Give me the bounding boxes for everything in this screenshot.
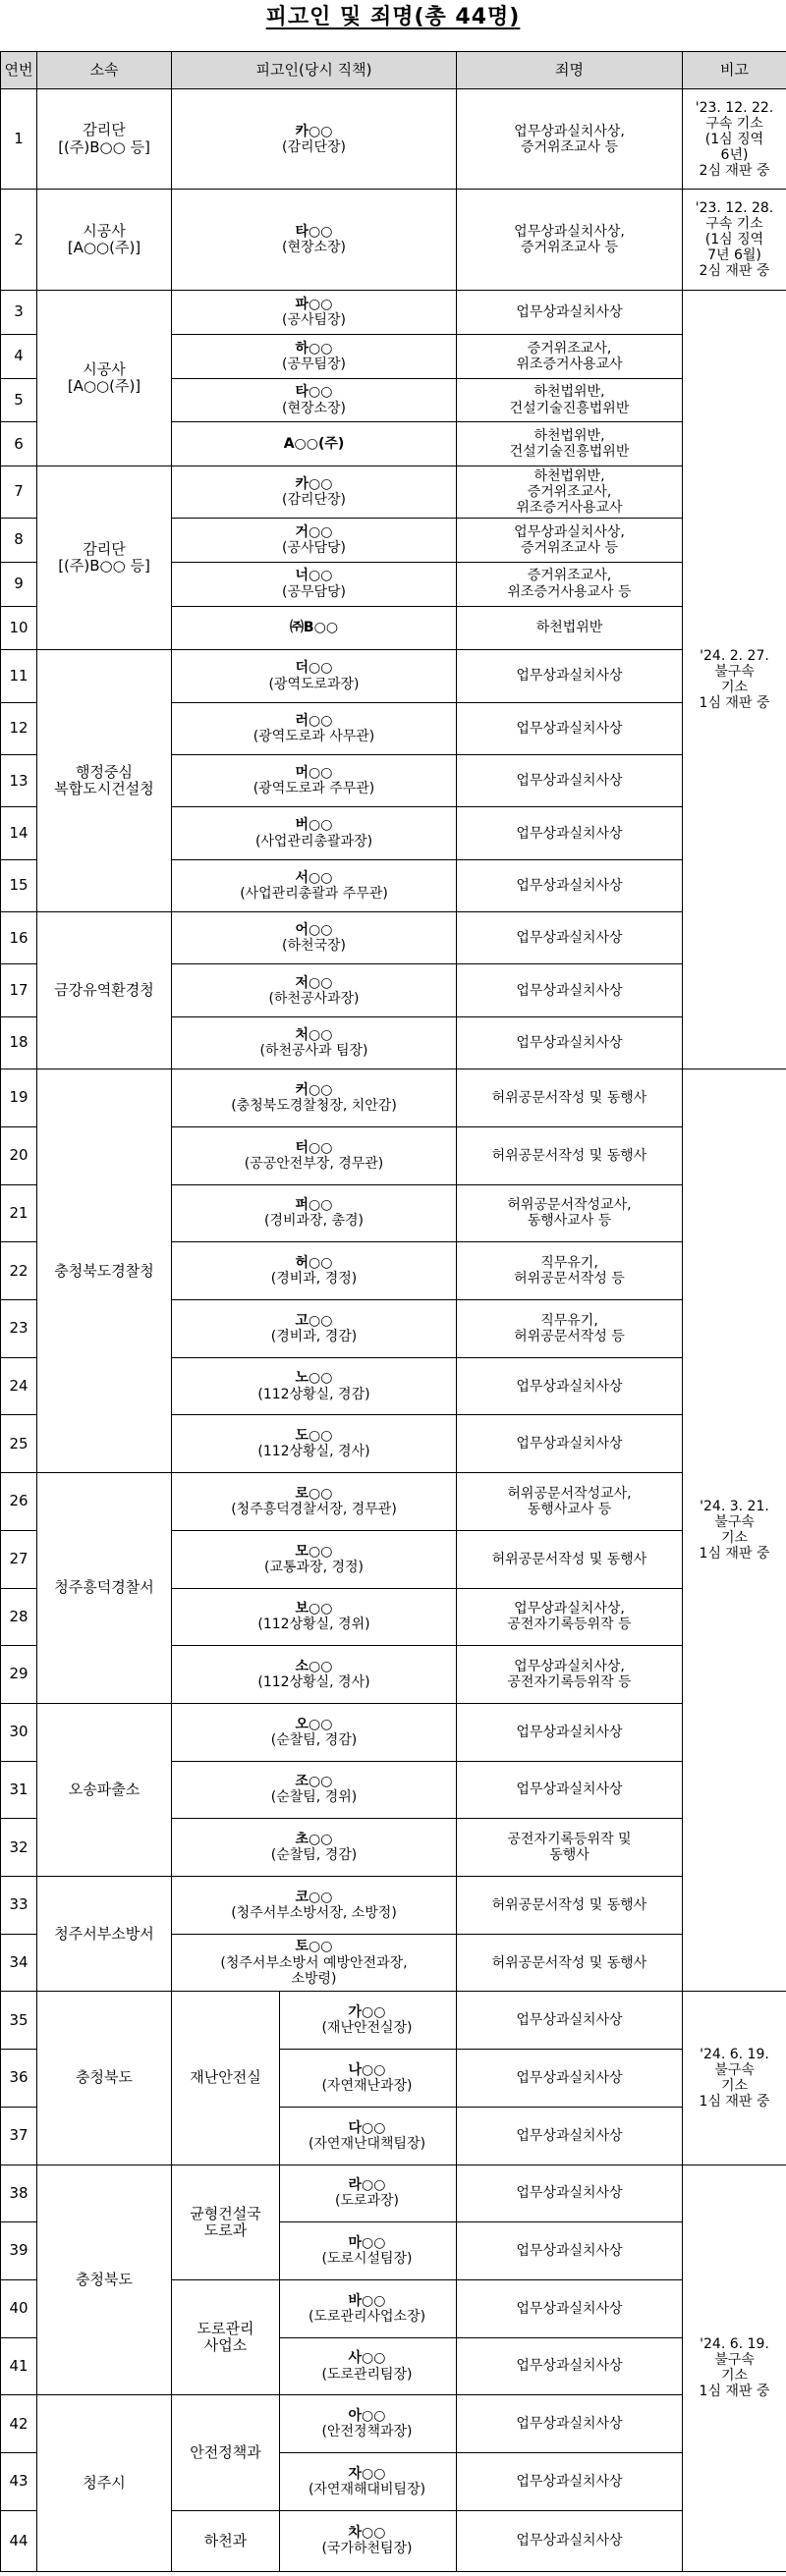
table-row [1, 912, 786, 964]
defendant-name: 나○○ [348, 2061, 386, 2078]
defendant-name: 퍼○○ [295, 1197, 333, 1214]
table-row [1, 1069, 786, 1127]
defendant-name: 코○○ [295, 1889, 333, 1905]
defendant-cell [172, 1877, 457, 1935]
note-cell: '24. 2. 27. 불구속 기소 1심 재판 중 [683, 290, 786, 1069]
row-number: 17 [1, 964, 37, 1016]
row-number: 3 [1, 290, 37, 334]
defendant-position: (도로과장) [334, 2193, 400, 2210]
defendant-cell [172, 1530, 457, 1588]
table-row [1, 89, 786, 190]
defendant-name: 파○○ [295, 296, 333, 312]
defendant-position: (도로관리사업소장) [308, 2308, 426, 2325]
defendant-cell [172, 190, 457, 290]
row-number: 28 [1, 1588, 37, 1646]
defendant-position: (하천공사과 팀장) [259, 1043, 368, 1060]
defendant-name: 머○○ [295, 765, 333, 782]
defendant-position: (감리단장) [281, 138, 347, 155]
defendant-position: (재난안전실장) [321, 2020, 413, 2037]
crime-cell: 증거위조교사, 위조증거사용교사 등 [457, 562, 683, 606]
row-number: 22 [1, 1242, 37, 1300]
crime-cell: 공전자기록등위작 및 동행사 [457, 1819, 683, 1877]
crime-cell: 업무상과실치사상 [457, 2279, 683, 2337]
row-number: 30 [1, 1703, 37, 1761]
row-number: 5 [1, 378, 37, 422]
defendant-cell [172, 562, 457, 606]
defendant-position: (경비과장, 총경) [264, 1213, 364, 1230]
suborg-cell: 도로관리 사업소 [172, 2279, 280, 2394]
crime-cell: 업무상과실치사상 [457, 290, 683, 334]
row-number: 40 [1, 2279, 37, 2337]
crime-cell: 업무상과실치사상 [457, 2395, 683, 2453]
defendant-position: (공사팀장) [281, 311, 347, 328]
crime-cell: 업무상과실치사상 [457, 2222, 683, 2280]
defendant-name: 커○○ [295, 1081, 333, 1098]
crime-cell: 업무상과실치사상, 증거위조교사 등 [457, 89, 683, 190]
defendant-cell [172, 89, 457, 190]
row-number: 18 [1, 1016, 37, 1069]
defendant-name: 로○○ [295, 1485, 333, 1502]
row-number: 19 [1, 1069, 37, 1127]
defendant-cell [172, 1473, 457, 1531]
defendant-cell [172, 378, 457, 422]
crime-cell: 증거위조교사, 위조증거사용교사 [457, 334, 683, 378]
defendant-position: (공공안전부장, 경무관) [244, 1155, 384, 1172]
defendant-name: 너○○ [295, 568, 333, 584]
defendant-position: (사업관리총괄과 주무관) [240, 885, 388, 902]
row-number: 44 [1, 2510, 37, 2571]
crime-cell: 허위공문서작성 및 동행사 [457, 1934, 683, 1992]
org-cell: 행정중심 복합도시건설청 [37, 650, 172, 912]
defendant-name: 러○○ [295, 712, 333, 729]
row-number: 25 [1, 1415, 37, 1473]
defendant-name: A○○(주) [283, 436, 345, 453]
table-row [1, 290, 786, 334]
defendant-name: 어○○ [295, 922, 333, 939]
crime-cell: 업무상과실치사상 [457, 2050, 683, 2108]
crime-cell: 하천법위반, 증거위조교사, 위조증거사용교사 [457, 466, 683, 519]
defendant-cell [172, 1646, 457, 1704]
crime-cell: 업무상과실치사상 [457, 1016, 683, 1069]
crime-cell: 허위공문서작성교사, 동행사교사 등 [457, 1184, 683, 1242]
crime-cell: 업무상과실치사상, 증거위조교사 등 [457, 190, 683, 290]
defendant-position: (청주서부소방서장, 소방정) [231, 1904, 397, 1921]
crime-cell: 직무유기, 허위공문서작성 등 [457, 1300, 683, 1358]
crime-cell: 허위공문서작성 및 동행사 [457, 1530, 683, 1588]
row-number: 43 [1, 2453, 37, 2511]
row-number: 7 [1, 466, 37, 519]
defendant-cell [172, 466, 457, 519]
row-number: 11 [1, 650, 37, 702]
crime-cell: 업무상과실치사상 [457, 755, 683, 807]
row-number: 27 [1, 1530, 37, 1588]
row-number: 2 [1, 190, 37, 290]
page-title: 피고인 및 죄명(총 44명) [265, 5, 521, 29]
crime-cell: 업무상과실치사상 [457, 1703, 683, 1761]
suborg-cell: 재난안전실 [172, 1992, 280, 2165]
crime-cell: 하천법위반, 건설기술진흥법위반 [457, 422, 683, 466]
crime-cell: 업무상과실치사상 [457, 964, 683, 1016]
crime-cell: 업무상과실치사상 [457, 1761, 683, 1819]
defendant-position: (광역도로과장) [268, 676, 360, 692]
row-number: 31 [1, 1761, 37, 1819]
defendant-name: 카○○ [295, 123, 333, 139]
table-row [1, 1703, 786, 1761]
defendant-name: 타○○ [295, 224, 333, 241]
defendant-position: (경비과, 경감) [270, 1328, 358, 1344]
defendant-position: (광역도로과 사무관) [253, 728, 375, 744]
row-number: 14 [1, 807, 37, 859]
defendant-cell [280, 2395, 457, 2453]
defendant-position: (교통과장, 경정) [264, 1559, 364, 1575]
table-row [1, 1877, 786, 1935]
row-number: 13 [1, 755, 37, 807]
defendant-cell [172, 1069, 457, 1127]
note-cell: '23. 12. 22. 구속 기소 (1심 징역 6년) 2심 재판 중 [683, 89, 786, 190]
defendant-cell [172, 755, 457, 807]
crime-cell: 업무상과실치사상 [457, 2165, 683, 2222]
defendant-name: 마○○ [348, 2235, 386, 2252]
defendant-cell [172, 1703, 457, 1761]
defendant-cell [172, 1588, 457, 1646]
row-number: 35 [1, 1992, 37, 2050]
crime-cell: 업무상과실치사상 [457, 1415, 683, 1473]
defendant-name: 아○○ [348, 2408, 386, 2425]
crime-cell: 업무상과실치사상, 공전자기록등위작 등 [457, 1588, 683, 1646]
row-number: 9 [1, 562, 37, 606]
row-number: 37 [1, 2107, 37, 2165]
defendant-name: 서○○ [295, 869, 333, 886]
defendant-position: (현장소장) [281, 400, 347, 416]
row-number: 20 [1, 1126, 37, 1184]
crime-cell: 직무유기, 허위공문서작성 등 [457, 1242, 683, 1300]
defendant-name: 노○○ [295, 1370, 333, 1387]
defendant-cell [172, 1242, 457, 1300]
defendant-position: (안전정책과장) [321, 2424, 413, 2440]
defendant-name: 바○○ [348, 2292, 386, 2309]
crime-cell: 업무상과실치사상 [457, 807, 683, 859]
crime-cell: 허위공문서작성 및 동행사 [457, 1069, 683, 1127]
crime-cell: 업무상과실치사상 [457, 912, 683, 964]
defendant-position: (현장소장) [281, 240, 347, 256]
crime-cell: 업무상과실치사상 [457, 1357, 683, 1415]
defendant-name: 조○○ [295, 1774, 333, 1790]
header-note: 비고 [683, 52, 786, 89]
defendant-name: 저○○ [295, 974, 333, 991]
row-number: 41 [1, 2337, 37, 2395]
suborg-cell: 균형건설국 도로과 [172, 2165, 280, 2279]
note-cell: '24. 6. 19. 불구속 기소 1심 재판 중 [683, 1992, 786, 2165]
defendant-cell [172, 334, 457, 378]
defendant-cell [172, 1016, 457, 1069]
crime-cell: 허위공문서작성교사, 동행사교사 등 [457, 1473, 683, 1531]
defendant-position: (국가하천팀장) [321, 2541, 413, 2557]
defendant-position: (자연재해대비팀장) [308, 2481, 426, 2497]
defendant-cell [280, 2050, 457, 2108]
defendant-position: (공무팀장) [281, 356, 347, 372]
defendant-name: 다○○ [348, 2119, 386, 2136]
defendant-position: (감리단장) [281, 492, 347, 509]
table-row [1, 1992, 786, 2050]
crime-cell: 업무상과실치사상, 공전자기록등위작 등 [457, 1646, 683, 1704]
row-number: 4 [1, 334, 37, 378]
defendant-cell [172, 650, 457, 702]
row-number: 34 [1, 1934, 37, 1992]
row-number: 1 [1, 89, 37, 190]
row-number: 33 [1, 1877, 37, 1935]
crime-cell: 업무상과실치사상 [457, 2453, 683, 2511]
crime-cell: 업무상과실치사상 [457, 702, 683, 754]
defendant-name: 자○○ [348, 2465, 386, 2482]
org-cell: 청주흥덕경찰서 [37, 1473, 172, 1704]
defendant-position: (청주서부소방서 예방안전과장, 소방령) [220, 1954, 408, 1987]
defendant-cell [172, 606, 457, 650]
note-cell: '24. 6. 19. 불구속 기소 1심 재판 중 [683, 2165, 786, 2571]
defendant-position: (도로관리팀장) [321, 2366, 413, 2383]
defendant-cell [172, 1126, 457, 1184]
defendant-position: (하천국장) [281, 938, 347, 955]
crime-cell: 업무상과실치사상 [457, 650, 683, 702]
header-defendant: 피고인(당시 직책) [172, 52, 457, 89]
defendant-name: ㈜B○○ [289, 620, 339, 636]
row-number: 12 [1, 702, 37, 754]
defendant-cell [280, 2107, 457, 2165]
defendant-position: (공사담당) [281, 539, 347, 556]
row-number: 24 [1, 1357, 37, 1415]
defendant-name: 오○○ [295, 1716, 333, 1732]
defendant-position: (112상황실, 경위) [257, 1617, 370, 1633]
defendant-cell [172, 290, 457, 334]
defendant-name: 라○○ [348, 2177, 386, 2194]
defendant-name: 사○○ [348, 2350, 386, 2367]
table-row [1, 1473, 786, 1531]
org-cell: 오송파출소 [37, 1703, 172, 1876]
defendant-cell [280, 2165, 457, 2222]
defendant-name: 터○○ [295, 1139, 333, 1156]
defendant-position: (충청북도경찰청장, 치안감) [231, 1098, 397, 1115]
org-cell: 충청북도경찰청 [37, 1069, 172, 1473]
defendant-cell [172, 1934, 457, 1992]
defendant-cell [280, 2510, 457, 2571]
row-number: 21 [1, 1184, 37, 1242]
defendant-name: 거○○ [295, 523, 333, 540]
row-number: 6 [1, 422, 37, 466]
org-cell: 청주시 [37, 2395, 172, 2572]
defendant-name: 고○○ [295, 1312, 333, 1329]
defendant-cell [172, 964, 457, 1016]
org-cell: 청주서부소방서 [37, 1877, 172, 1992]
org-cell: 시공사 [A○○(주)] [37, 290, 172, 466]
defendant-name: 토○○ [295, 1939, 333, 1955]
defendant-cell [280, 2453, 457, 2511]
defendant-name: 가○○ [348, 2004, 386, 2021]
crime-cell: 업무상과실치사상 [457, 2337, 683, 2395]
crime-cell: 업무상과실치사상, 증거위조교사 등 [457, 518, 683, 562]
row-number: 23 [1, 1300, 37, 1358]
org-cell: 감리단 [(주)B○○ 등] [37, 89, 172, 190]
crime-cell: 업무상과실치사상 [457, 1992, 683, 2050]
defendant-cell [172, 1300, 457, 1358]
table-row [1, 466, 786, 519]
crime-cell: 업무상과실치사상 [457, 2510, 683, 2571]
defendant-position: (112상황실, 경사) [257, 1674, 370, 1691]
suborg-cell: 안전정책과 [172, 2395, 280, 2510]
row-number: 10 [1, 606, 37, 650]
defendant-cell [280, 2337, 457, 2395]
defendant-name: 카○○ [295, 475, 333, 492]
defendant-cell [172, 422, 457, 466]
defendant-cell [172, 1819, 457, 1877]
defendant-cell [172, 1415, 457, 1473]
crime-cell: 하천법위반 [457, 606, 683, 650]
defendant-name: 초○○ [295, 1832, 333, 1848]
defendant-cell [280, 2222, 457, 2280]
crime-cell: 업무상과실치사상 [457, 2107, 683, 2165]
defendant-position: (자연재난과장) [321, 2078, 413, 2094]
org-cell: 금강유역환경청 [37, 912, 172, 1069]
defendant-name: 허○○ [295, 1255, 333, 1272]
defendant-name: 처○○ [295, 1026, 333, 1043]
defendant-position: (112상황실, 경감) [257, 1386, 370, 1402]
row-number: 38 [1, 2165, 37, 2222]
defendant-cell [280, 2279, 457, 2337]
defendant-name: 타○○ [295, 384, 333, 401]
defendant-name: 소○○ [295, 1658, 333, 1674]
row-number: 8 [1, 518, 37, 562]
defendant-name: 더○○ [295, 660, 333, 677]
defendant-position: (순찰팀, 경감) [270, 1731, 358, 1748]
crime-cell: 허위공문서작성 및 동행사 [457, 1126, 683, 1184]
defendant-name: 도○○ [295, 1428, 333, 1445]
header-org: 소속 [37, 52, 172, 89]
defendant-cell [172, 1761, 457, 1819]
defendant-cell [280, 1992, 457, 2050]
table-row [1, 190, 786, 290]
defendant-position: (도로시설팀장) [321, 2251, 413, 2268]
defendant-name: 차○○ [348, 2525, 386, 2542]
row-number: 32 [1, 1819, 37, 1877]
org-cell: 감리단 [(주)B○○ 등] [37, 466, 172, 650]
table-row [1, 2165, 786, 2222]
row-number: 16 [1, 912, 37, 964]
table-row [1, 650, 786, 702]
crime-cell: 하천법위반, 건설기술진흥법위반 [457, 378, 683, 422]
defendant-position: (청주흥덕경찰서장, 경무관) [231, 1501, 397, 1517]
defendant-cell [172, 807, 457, 859]
defendant-name: 보○○ [295, 1601, 333, 1617]
defendant-cell [172, 1184, 457, 1242]
table-header-row [1, 52, 786, 89]
row-number: 36 [1, 2050, 37, 2108]
defendant-cell [172, 702, 457, 754]
org-cell: 시공사 [A○○(주)] [37, 190, 172, 290]
row-number: 29 [1, 1646, 37, 1704]
defendant-name: 버○○ [295, 817, 333, 834]
org-cell: 충청북도 [37, 2165, 172, 2395]
row-number: 15 [1, 859, 37, 911]
defendant-name: 하○○ [295, 340, 333, 356]
defendant-position: (순찰팀, 경감) [270, 1847, 358, 1864]
defendant-position: (광역도로과 주무관) [253, 781, 375, 797]
crime-cell: 업무상과실치사상 [457, 859, 683, 911]
defendant-cell [172, 1357, 457, 1415]
defendant-position: (순찰팀, 경위) [270, 1789, 358, 1806]
defendant-name: 모○○ [295, 1543, 333, 1560]
crime-cell: 허위공문서작성 및 동행사 [457, 1877, 683, 1935]
row-number: 26 [1, 1473, 37, 1531]
defendant-position: (하천공사과장) [268, 990, 360, 1007]
header-no: 연번 [1, 52, 37, 89]
note-cell: '23. 12. 28. 구속 기소 (1심 징역 7년 6월) 2심 재판 중 [683, 190, 786, 290]
defendant-position: (112상황실, 경사) [257, 1444, 370, 1460]
defendants-table [0, 51, 786, 2572]
defendant-cell [172, 518, 457, 562]
row-number: 39 [1, 2222, 37, 2280]
suborg-cell: 하천과 [172, 2510, 280, 2571]
defendant-position: (공무담당) [281, 583, 347, 600]
defendant-position: (경비과, 경정) [270, 1271, 358, 1288]
row-number: 42 [1, 2395, 37, 2453]
header-crime: 죄명 [457, 52, 683, 89]
defendant-cell [172, 859, 457, 911]
org-cell: 충청북도 [37, 1992, 172, 2165]
defendant-position: (사업관리총괄과장) [254, 833, 373, 850]
defendant-cell [172, 912, 457, 964]
note-cell: '24. 3. 21. 불구속 기소 1심 재판 중 [683, 1069, 786, 1992]
table-row [1, 2395, 786, 2453]
defendant-position: (자연재난대책팀장) [308, 2135, 426, 2152]
